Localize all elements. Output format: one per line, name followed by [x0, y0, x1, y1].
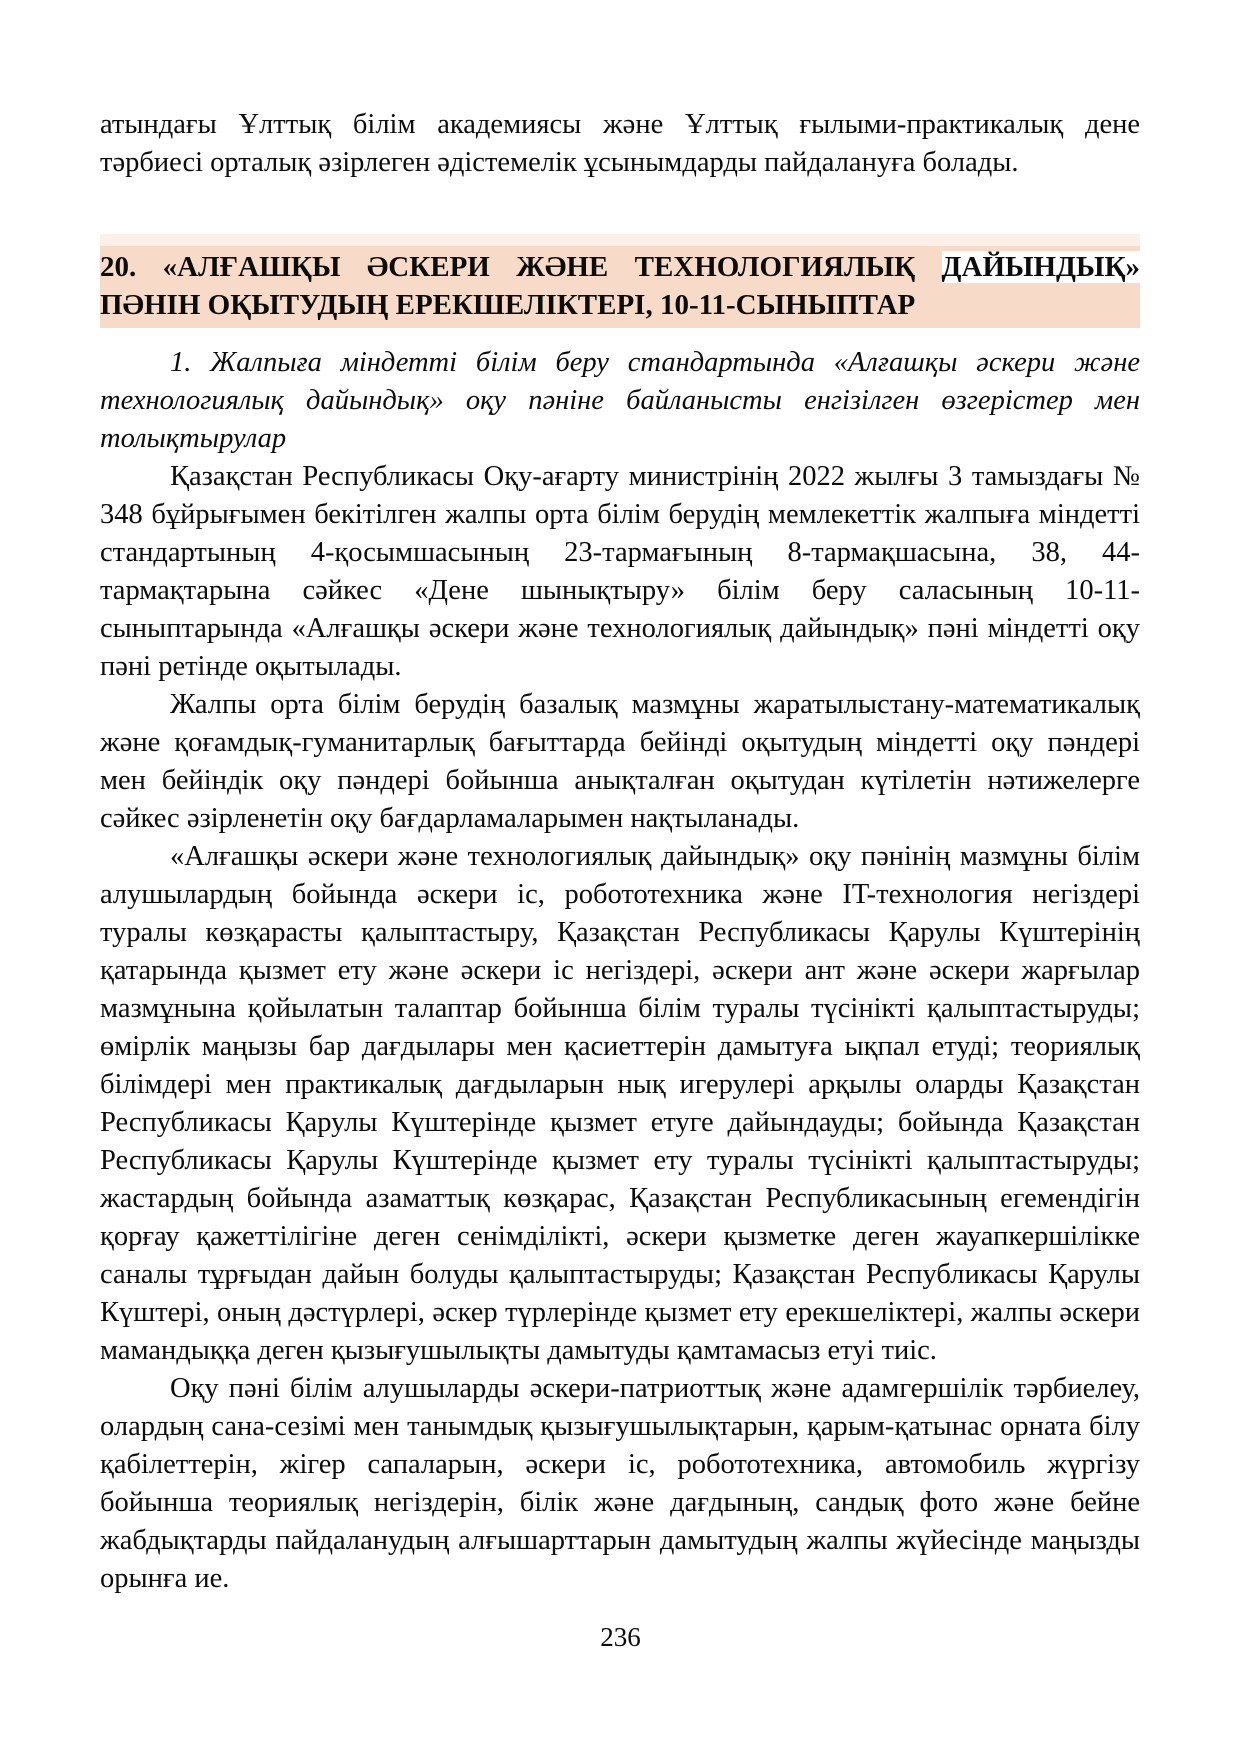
paragraph: Қазақстан Республикасы Оқу-ағарту министрінің 2022 жылғы 3 тамыздағы № 348 бұйрығымен бекітілген жалпы орта білім берудің мемлекеттік жалпыға міндетті стандартының 4-қосымшасының 23-тармағының 8-тармақшасына, 38, 44-тармақтарына сәйкес «Дене шынықтыру» білім беру саласының 10-11-сыныптарында «Алғашқы әскери және технологиялық дайындық» пәні міндетті оқу пәні ретінде оқытылады.	[100, 461, 1140, 682]
paragraph: «Алғашқы әскери және технологиялық дайындық» оқу пәнінің мазмұны білім алушылардың бойында әскери іс, робототехника және IT-технология негіздері туралы көзқарасты қалыптастыру, Қазақстан Республикасы Қарулы Күштерінің қатарында қызмет ету және әскери іс негіздері, әскери ант және әскери жарғылар мазмұнына қойылатын талаптар бойынша білім туралы түсінікті қалыптастыруды; өмірлік маңызы бар дағдылары мен қасиеттерін дамытуға ықпал етуді; теориялық білімдері мен практикалық дағдыларын нық игерулері арқылы оларды Қазақстан Республикасы Қарулы Күштерінде қызмет етуге дайындауды; бойында Қазақстан Республикасы Қарулы Күштерінде қызмет ету туралы түсінікті қалыптастыруды; жастардың бойында азаматтық көзқарас, Қазақстан Республикасының егемендігін қорғау қажеттілігіне деген сенімділікті, әскери қызметке деген жауапкершілікке саналы тұрғыдан дайын болуды қалыптастыруды; Қазақстан Республикасы Қарулы Күштері, оның дәстүрлері, әскер түрлерінде қызмет ету ерекшеліктері, жалпы әскери мамандыққа деген қызығушылықты дамытуды қамтамасыз етуі тиіс.	[100, 841, 1140, 1366]
page-number: 236	[600, 1622, 641, 1652]
section-heading	[100, 246, 1140, 328]
section-heading-line1-text: 20. «АЛҒАШҚЫ ӘСКЕРИ ЖӘНЕ ТЕХНОЛОГИЯЛЫҚ	[100, 251, 916, 283]
section-heading-block	[100, 234, 1140, 328]
paragraph: Оқу пәні білім алушыларды әскери-патриоттық және адамгершілік тәрбиелеу, олардың сана-сезімі мен танымдық қызығушылықтарын, қарым-қатынас орната білу қабілеттерін, жігер сапаларын, әскери іс, робототехника, автомобиль жүргізу бойынша теориялық негіздерін, білік және дағдының, сандық фото және бейне жабдықтарды пайдаланудың алғышарттарын дамытудың жалпы жүйесінде маңызды орынға ие.	[100, 1373, 1140, 1594]
section-heading-line1	[100, 248, 1140, 286]
section-heading-line2: ПӘНІН ОҚЫТУДЫҢ ЕРЕКШЕЛІКТЕРІ, 10-11-СЫНЫПТАР	[100, 289, 916, 321]
heading-highlight-strip	[100, 234, 1140, 246]
paragraph-intro: атындағы Ұлттық білім академиясы және Ұлттық ғылыми-практикалық дене тәрбиесі орталық әзірлеген әдістемелік ұсынымдарды пайдалануға болады.	[100, 109, 1140, 178]
section-heading-line1-last-word: ДАЙЫНДЫҚ»	[941, 251, 1140, 283]
paragraph-subsection-title: 1. Жалпыға міндетті білім беру стандартында «Алғашқы әскери және технологиялық дайындық» оқу пәніне байланысты енгізілген өзгерістер мен толықтырулар	[100, 347, 1140, 454]
paragraph: Жалпы орта білім берудің базалық мазмұны жаратылыстану-математикалық және қоғамдық-гуманитарлық бағыттарда бейінді оқытудың міндетті оқу пәндері мен бейіндік оқу пәндері бойынша анықталған оқытудан күтілетін нәтижелерге сәйкес әзірленетін оқу бағдарламаларымен нақтыланады.	[100, 689, 1140, 834]
